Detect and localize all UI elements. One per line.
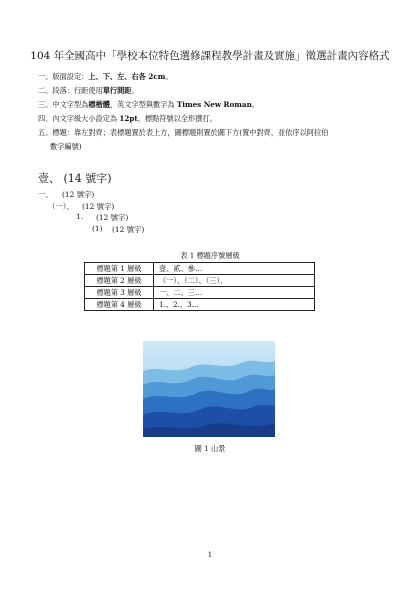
section-heading: 壹、 (14 號字) (38, 172, 112, 185)
table-cell-level: 標題第 3 層級 (85, 287, 154, 299)
rule-4-suffix: ，標點符號以全形撰打。 (137, 114, 217, 123)
rule-3-text: 中文字型為 (52, 100, 89, 109)
level-4-text: (12 號字) (112, 225, 145, 234)
rule-2-text: 段落：行距使用 (52, 86, 103, 95)
rule-4-prefix: 四、 (38, 114, 53, 123)
table-cell-level: 標題第 1 層級 (85, 263, 154, 275)
table-caption: 表 1 標題序號層級 (180, 251, 240, 260)
rule-3-bold: 標楷體 (88, 100, 110, 109)
table-row (85, 287, 315, 299)
rule-4-text: 內文字級大小設定為 (52, 114, 120, 123)
level-4-marker: (1) (92, 224, 103, 233)
page-number: 1 (207, 551, 213, 559)
rule-3-bold-2: Times New Roman (176, 100, 252, 109)
rule-2 (38, 86, 139, 96)
table-cell-level: 標題第 4 層級 (85, 299, 154, 311)
rule-3 (38, 100, 259, 110)
level-2-text: (12 號字) (82, 202, 115, 211)
level-3-marker: 1. (76, 212, 84, 221)
rule-1-suffix: 。 (165, 72, 173, 81)
rule-2-suffix: 。 (131, 86, 139, 95)
rule-3-prefix: 三、 (38, 100, 53, 109)
rule-5 (38, 128, 328, 138)
rule-4 (38, 114, 217, 124)
document-title: 104 年全國高中「學校本位特色選修課程教學計畫及實施」徵選計畫內容格式 (30, 50, 390, 62)
table-cell-example: 1.、2.、3… (154, 299, 315, 311)
rule-1-prefix: 一、 (38, 72, 53, 81)
rule-1 (38, 72, 173, 82)
level-1-marker: 一、 (38, 190, 53, 199)
rule-1-bold: 上、下、左、右各 2cm (88, 72, 166, 81)
table-cell-level: 標題第 2 層級 (85, 275, 154, 287)
heading-level-table (84, 262, 315, 311)
table-row (85, 275, 315, 287)
table-cell-example: 一、二、三… (154, 287, 315, 299)
table-cell-example: 壹、貳、參… (154, 263, 315, 275)
rule-5-text: 標題：靠左對齊；表標題置於表上方，圖標題則置於圖下方(置中對齊，並依序以阿拉伯 (52, 128, 329, 137)
mountain-image (143, 341, 275, 437)
rule-2-prefix: 二、 (38, 86, 53, 95)
rule-1-text: 版面設定： (52, 72, 89, 81)
level-1-text: (12 號字) (62, 190, 95, 199)
rule-3-suffix-2: 。 (251, 100, 260, 109)
rule-4-bold: 12pt (119, 114, 138, 123)
table-row (85, 263, 315, 275)
level-2-marker: （一）、 (48, 202, 74, 211)
rule-2-bold: 單行間距 (102, 86, 132, 95)
rule-5-prefix: 五、 (38, 128, 53, 137)
table-row (85, 299, 315, 311)
level-3-text: (12 號字) (96, 213, 129, 222)
rule-3-suffix: ，英文字型與數字為 (109, 100, 177, 109)
figure-caption: 圖 1 山景 (194, 444, 226, 453)
table-cell-example: （一）、（二）、（三）、 (154, 275, 315, 287)
rule-5-continuation: 數字編號) (50, 142, 82, 151)
